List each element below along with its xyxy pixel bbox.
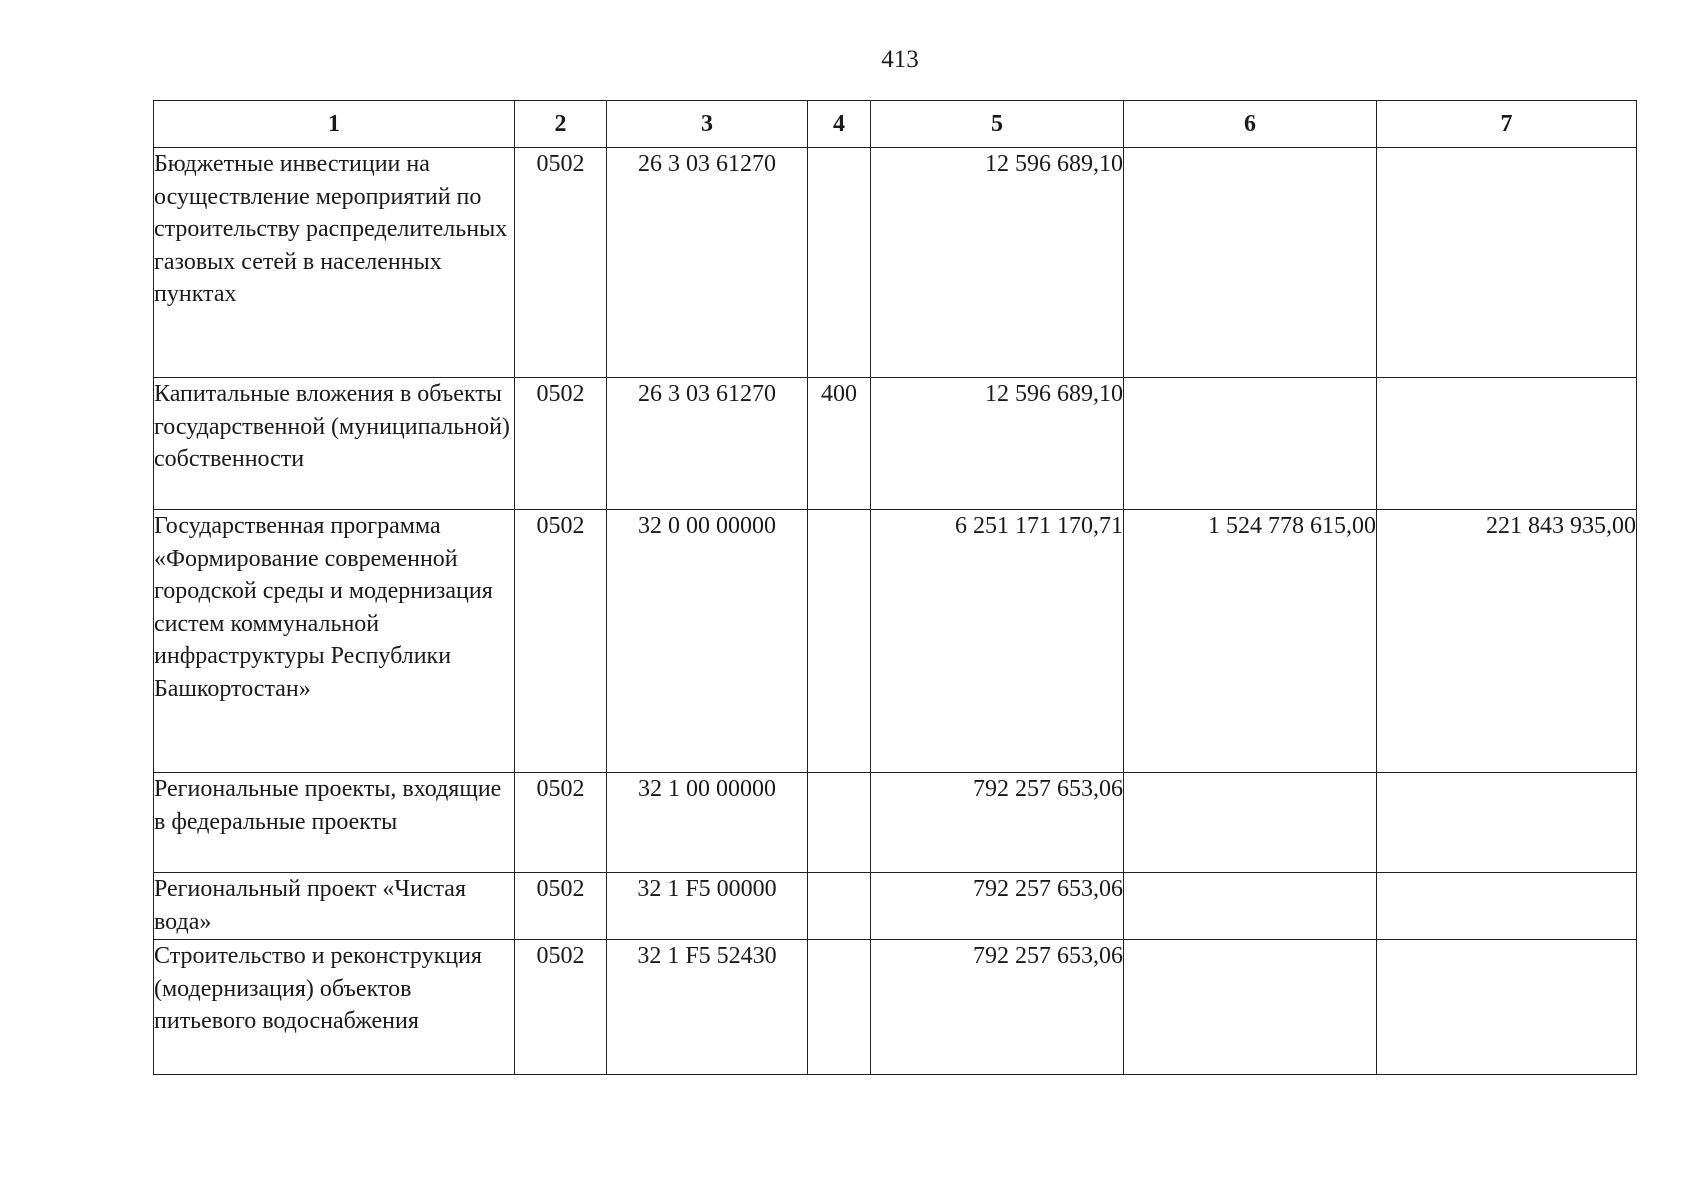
row-amount-3 bbox=[1377, 940, 1637, 1075]
row-type: 400 bbox=[808, 378, 871, 510]
row-amount-3: 221 843 935,00 bbox=[1377, 510, 1637, 773]
row-target: 26 3 03 61270 bbox=[607, 378, 808, 510]
column-header-2: 2 bbox=[515, 101, 607, 148]
row-amount-1: 12 596 689,10 bbox=[871, 148, 1124, 378]
row-type bbox=[808, 148, 871, 378]
table-row bbox=[154, 148, 1637, 378]
column-header-7: 7 bbox=[1377, 101, 1637, 148]
row-amount-3 bbox=[1377, 773, 1637, 873]
column-header-4: 4 bbox=[808, 101, 871, 148]
row-name: Капитальные вложения в объекты государственной (муниципальной) собственности bbox=[154, 378, 515, 510]
row-amount-1: 792 257 653,06 bbox=[871, 773, 1124, 873]
row-name: Государственная программа «Формирование современной городской среды и модернизация систем коммунальной инфраструктуры Республики Башкортостан» bbox=[154, 510, 515, 773]
row-amount-1: 792 257 653,06 bbox=[871, 940, 1124, 1075]
row-type bbox=[808, 773, 871, 873]
row-target: 32 1 F5 00000 bbox=[607, 873, 808, 940]
row-amount-2 bbox=[1124, 148, 1377, 378]
row-amount-2 bbox=[1124, 773, 1377, 873]
row-name: Бюджетные инвестиции на осуществление мероприятий по строительству распределительных газовых сетей в населенных пунктах bbox=[154, 148, 515, 378]
row-amount-1: 6 251 171 170,71 bbox=[871, 510, 1124, 773]
table-row bbox=[154, 510, 1637, 773]
page-number: 413 bbox=[881, 46, 919, 73]
row-type bbox=[808, 510, 871, 773]
table-row bbox=[154, 378, 1637, 510]
row-target: 32 1 F5 52430 bbox=[607, 940, 808, 1075]
row-section: 0502 bbox=[515, 940, 607, 1075]
row-target: 26 3 03 61270 bbox=[607, 148, 808, 378]
table-row bbox=[154, 940, 1637, 1075]
row-section: 0502 bbox=[515, 510, 607, 773]
row-name: Региональный проект «Чистая вода» bbox=[154, 873, 515, 940]
row-amount-3 bbox=[1377, 378, 1637, 510]
row-section: 0502 bbox=[515, 378, 607, 510]
row-amount-2 bbox=[1124, 378, 1377, 510]
row-type bbox=[808, 940, 871, 1075]
row-amount-2: 1 524 778 615,00 bbox=[1124, 510, 1377, 773]
row-section: 0502 bbox=[515, 773, 607, 873]
row-amount-2 bbox=[1124, 873, 1377, 940]
row-name: Региональные проекты, входящие в федеральные проекты bbox=[154, 773, 515, 873]
column-header-3: 3 bbox=[607, 101, 808, 148]
row-section: 0502 bbox=[515, 873, 607, 940]
row-amount-1: 12 596 689,10 bbox=[871, 378, 1124, 510]
row-amount-1: 792 257 653,06 bbox=[871, 873, 1124, 940]
table-row bbox=[154, 773, 1637, 873]
row-section: 0502 bbox=[515, 148, 607, 378]
row-type bbox=[808, 873, 871, 940]
row-target: 32 0 00 00000 bbox=[607, 510, 808, 773]
column-header-5: 5 bbox=[871, 101, 1124, 148]
column-header-1: 1 bbox=[154, 101, 515, 148]
column-header-6: 6 bbox=[1124, 101, 1377, 148]
row-amount-3 bbox=[1377, 873, 1637, 940]
table-row bbox=[154, 873, 1637, 940]
row-amount-2 bbox=[1124, 940, 1377, 1075]
row-name: Строительство и реконструкция (модернизация) объектов питьевого водоснабжения bbox=[154, 940, 515, 1075]
row-target: 32 1 00 00000 bbox=[607, 773, 808, 873]
budget-table bbox=[153, 100, 1637, 1075]
table-header-row bbox=[154, 101, 1637, 148]
row-amount-3 bbox=[1377, 148, 1637, 378]
